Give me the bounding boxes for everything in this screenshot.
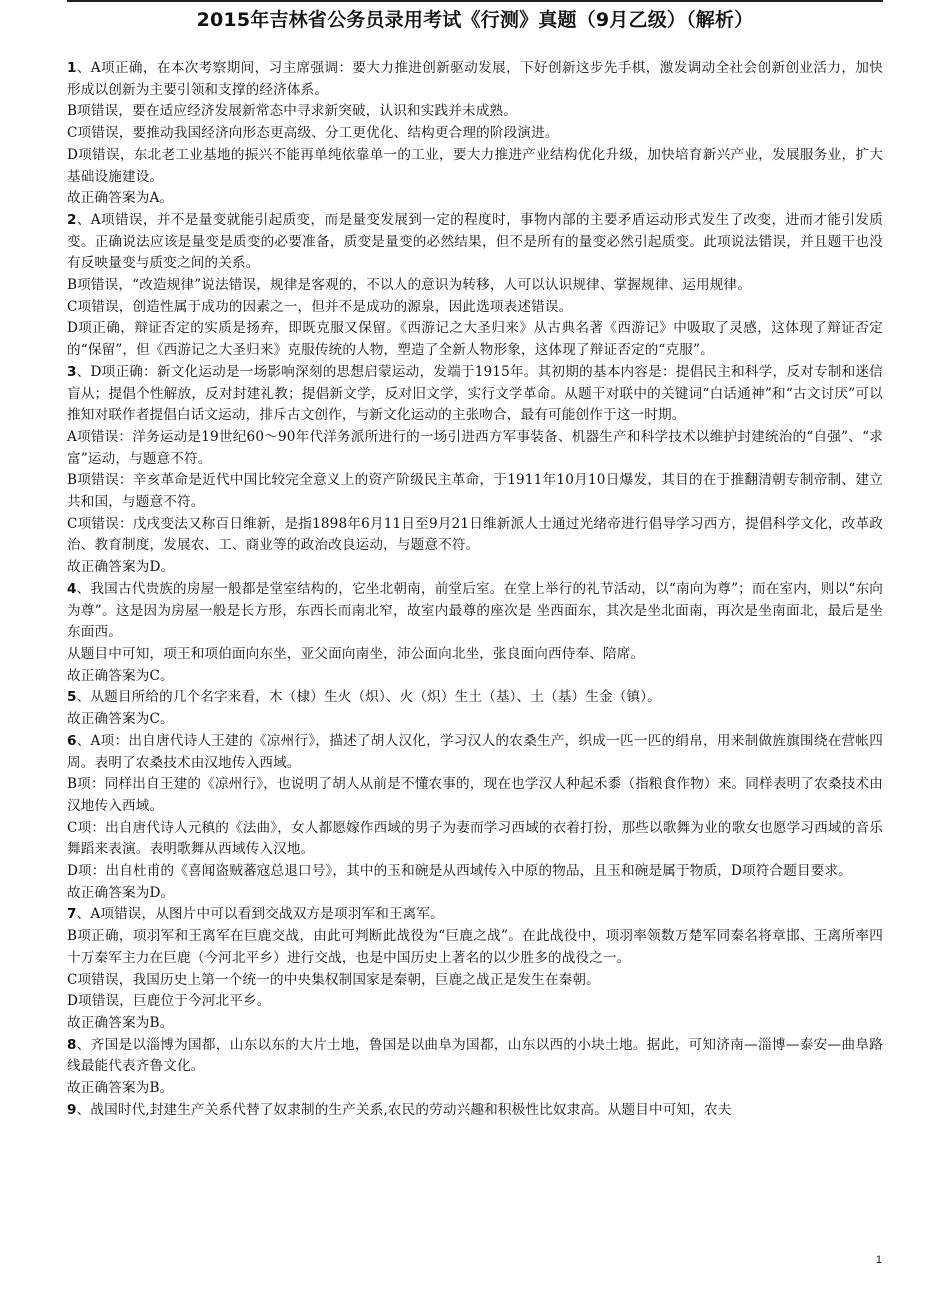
- paragraph: [67, 709, 883, 731]
- question-paragraph: [67, 58, 883, 101]
- paragraph: [67, 145, 883, 188]
- paragraph-text: C项错误，创造性属于成功的因素之一，但并不是成功的源泉，因此选项表述错误。: [67, 298, 573, 315]
- paragraph: [67, 123, 883, 145]
- document-body: [67, 58, 883, 1121]
- paragraph-text: 、战国时代,封建生产关系代替了奴隶制的生产关系,农民的劳动兴趣和积极性比奴隶高。从题目中可知，农夫: [76, 1101, 732, 1118]
- question-paragraph: [67, 1100, 883, 1122]
- paragraph-text: B项错误，“改造规律”说法错误，规律是客观的，不以人的意识为转移，人可以认识规律、掌握规律、运用规律。: [67, 277, 752, 294]
- question-number: 4: [67, 580, 77, 597]
- paragraph-text: 故正确答案为D。: [67, 559, 175, 576]
- paragraph: [67, 101, 883, 123]
- paragraph-text: C项：出自唐代诗人元稹的《法曲》，女人都愿嫁作西域的男子为妻而学习西域的衣着打扮，那些以歌舞为业的歌女也愿学习西域的音乐舞蹈来表演。表明歌舞从西域传入汉地。: [67, 819, 883, 858]
- paragraph: [67, 1013, 883, 1035]
- paragraph: [67, 666, 883, 688]
- paragraph: [67, 1078, 883, 1100]
- paragraph: [67, 514, 883, 557]
- paragraph-text: 故正确答案为B。: [67, 1080, 174, 1097]
- question-number: 1: [67, 60, 77, 76]
- paragraph-text: 、A项错误，并不是量变就能引起质变，而是量变发展到一定的程度时，事物内部的主要矛盾运动形式发生了改变，进而才能引发质变。正确说法应该是量变是质变的必要准备，质变是量变的必然结果，但不是所有的量变必然引起质变。此项说法错误，并且题干也没有反映量变与质变之间的关系。: [67, 211, 883, 272]
- paragraph-text: 故正确答案为A。: [67, 190, 174, 207]
- paragraph-text: 、A项错误，从图片中可以看到交战双方是项羽军和王离军。: [76, 906, 444, 923]
- paragraph: [67, 427, 883, 470]
- paragraph: [67, 818, 883, 861]
- paragraph-text: C项错误，要推动我国经济向形态更高级、分工更优化、结构更合理的阶段演进。: [67, 125, 559, 142]
- paragraph-text: B项错误，要在适应经济发展新常态中寻求新突破，认识和实践并未成熟。: [67, 103, 517, 120]
- paragraph-text: 、齐国是以淄博为国都，山东以东的大片土地，鲁国是以曲阜为国都，山东以西的小块土地。据此，可知济南—淄博—泰安—曲阜路线最能代表齐鲁文化。: [67, 1036, 883, 1075]
- question-number: 9: [67, 1101, 77, 1118]
- paragraph-text: 、A项：出自唐代诗人王建的《凉州行》，描述了胡人汉化，学习汉人的农桑生产，织成一匹一匹的绢帛，用来制做旌旗围绕在营帐四周。表明了农桑技术由汉地传入西域。: [67, 732, 883, 771]
- paragraph: [67, 970, 883, 992]
- paragraph-text: C项错误，我国历史上第一个统一的中央集权制国家是秦朝，巨鹿之战正是发生在秦朝。: [67, 971, 600, 988]
- paragraph-text: 从题目中可知，项王和项伯面向东坐，亚父面向南坐，沛公面向北坐，张良面向西侍奉、陪席。: [67, 645, 645, 662]
- paragraph: [67, 318, 883, 361]
- paragraph-text: 、A项正确，在本次考察期间，习主席强调：要大力推进创新驱动发展，下好创新这步先手棋，激发调动全社会创新创业活力，加快形成以创新为主要引领和支撑的经济体系。: [67, 60, 883, 98]
- question-number: 6: [67, 732, 77, 749]
- question-number: 3: [67, 363, 77, 380]
- paragraph-text: 、从题目所给的几个名字来看，木（棣）生火（炽）、火（炽）生土（基）、土（基）生金（镇）。: [76, 689, 661, 706]
- paragraph: [67, 644, 883, 666]
- paragraph-text: 故正确答案为B。: [67, 1014, 174, 1031]
- paragraph: [67, 470, 883, 513]
- question-paragraph: [67, 579, 883, 644]
- paragraph-text: D项错误，东北老工业基地的振兴不能再单纯依靠单一的工业，要大力推进产业结构优化升级，加快培育新兴产业，发展服务业，扩大基础设施建设。: [67, 146, 883, 185]
- paragraph: [67, 861, 883, 883]
- paragraph: [67, 926, 883, 969]
- paragraph-text: C项错误：戊戌变法又称百日维新，是指1898年6月11日至9月21日维新派人士通过光绪帝进行倡导学习西方，提倡科学文化，改革政治、教育制度，发展农、工、商业等的政治改良运动，与题意不符。: [67, 515, 883, 554]
- top-rule: [67, 0, 883, 2]
- paragraph-text: D项：出自杜甫的《喜闻盗贼蕃寇总退口号》，其中的玉和碗是从西域传入中原的物品，且玉和碗是属于物质，D项符合题目要求。: [67, 863, 852, 880]
- question-number: 5: [67, 689, 77, 706]
- paragraph-text: 故正确答案为D。: [67, 884, 175, 901]
- paragraph: [67, 883, 883, 905]
- paragraph: [67, 557, 883, 579]
- paragraph-text: B项正确，项羽军和王离军在巨鹿交战，由此可判断此战役为“巨鹿之战”。在此战役中，项羽率领数万楚军同秦名将章邯、王离所率四十万秦军主力在巨鹿（今河北平乡）进行交战，也是中国历史上著名的以少胜多的战役之一。: [67, 928, 883, 966]
- paragraph-text: D项错误，巨鹿位于今河北平乡。: [67, 993, 271, 1010]
- page-number: 1: [875, 1254, 882, 1266]
- paragraph-text: D项正确，辩证否定的实质是扬弃，即既克服又保留。《西游记之大圣归来》从古典名著《西游记》中吸取了灵感，这体现了辩证否定的“保留”，但《西游记之大圣归来》克服传统的人物，塑造了全新人物形象，这体现了辩证否定的“克服”。: [67, 320, 883, 359]
- paragraph: [67, 275, 883, 297]
- paragraph: [67, 991, 883, 1013]
- question-number: 8: [67, 1036, 77, 1053]
- paragraph-text: 故正确答案为C。: [67, 667, 174, 684]
- paragraph-text: 、D项正确：新文化运动是一场影响深刻的思想启蒙运动，发端于1915年。其初期的基本内容是：提倡民主和科学，反对专制和迷信盲从；提倡个性解放，反对封建礼教；提倡新文学，反对旧文学，实行文学革命。从题干对联中的关键词“白话通神”和“古文讨厌”可以推知对联作者提倡白话文运动，排斥古文创作，与新文化运动的主张吻合，最有可能创作于这一时期。: [67, 363, 883, 424]
- question-paragraph: [67, 362, 883, 427]
- page-title: 2015年吉林省公务员录用考试《行测》真题（9月乙级）（解析）: [196, 9, 754, 31]
- question-paragraph: [67, 210, 883, 275]
- paragraph-text: A项错误：洋务运动是19世纪60～90年代洋务派所进行的一场引进西方军事装备、机器生产和科学技术以维护封建统治的“自强”、“求富”运动，与题意不符。: [67, 428, 883, 467]
- paragraph: [67, 774, 883, 817]
- paragraph-text: 、我国古代贵族的房屋一般都是堂室结构的，它坐北朝南，前堂后室。在堂上举行的礼节活动，以“南向为尊”；而在室内，则以“东向为尊”。这是因为房屋一般是长方形，东西长而南北窄，故室内最尊的座次是 坐西面东，其次是坐北面南，再次是坐南面北，最后是坐东面西。: [67, 580, 883, 641]
- question-paragraph: [67, 904, 883, 926]
- question-paragraph: [67, 1035, 883, 1078]
- question-paragraph: [67, 731, 883, 774]
- paragraph-text: B项错误：辛亥革命是近代中国比较完全意义上的资产阶级民主革命，于1911年10月10日爆发，其目的在于推翻清朝专制帝制、建立共和国，与题意不符。: [67, 472, 883, 511]
- question-number: 2: [67, 211, 77, 228]
- paragraph: [67, 188, 883, 210]
- paragraph-text: B项：同样出自王建的《凉州行》，也说明了胡人从前是不懂农事的，现在也学汉人种起禾黍（指粮食作物）来。同样表明了农桑技术由汉地传入西域。: [67, 776, 883, 814]
- paragraph-text: 故正确答案为C。: [67, 711, 174, 728]
- question-number: 7: [67, 906, 77, 923]
- paragraph: [67, 297, 883, 319]
- question-paragraph: [67, 687, 883, 709]
